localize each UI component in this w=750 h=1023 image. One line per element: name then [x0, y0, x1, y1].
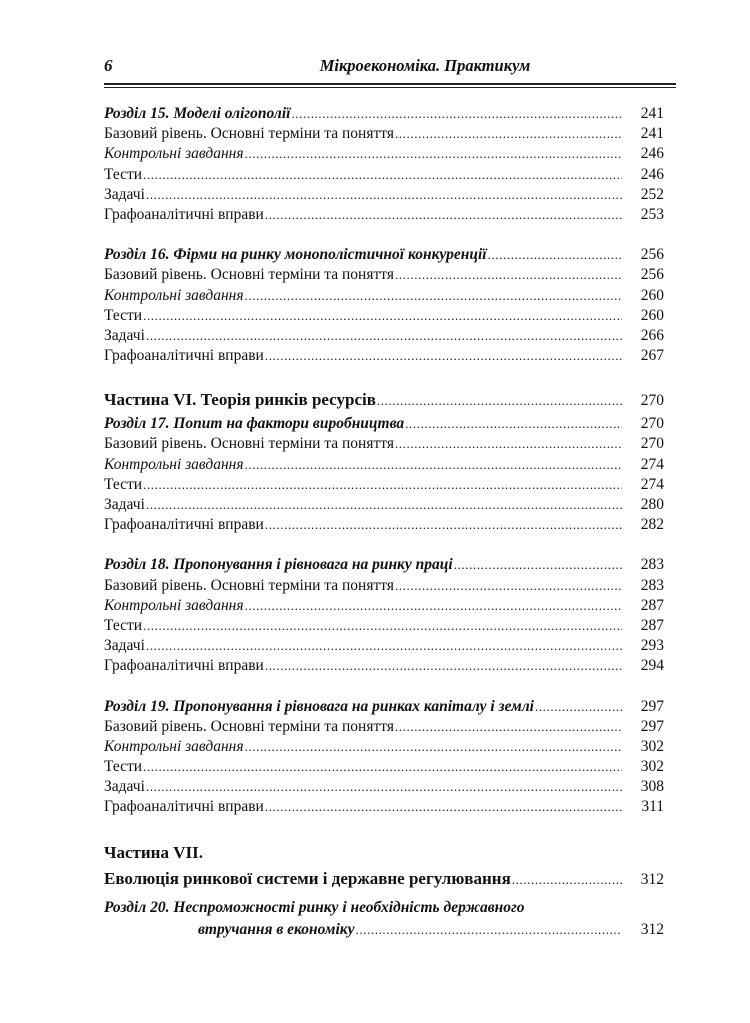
toc-leader [245, 737, 622, 757]
toc-section-17[interactable] [104, 414, 664, 434]
toc-page: 312 [640, 870, 664, 888]
toc-label: Графоаналітичні вправи [104, 798, 264, 816]
toc-page: 270 [640, 392, 664, 410]
toc-item[interactable] [104, 265, 664, 285]
header-rule-thin [104, 87, 676, 88]
toc-page: 297 [640, 717, 664, 735]
toc-leader [395, 434, 622, 454]
toc-item[interactable] [104, 495, 664, 515]
toc-item[interactable] [104, 205, 664, 225]
toc-item[interactable] [104, 165, 664, 185]
toc-item[interactable] [104, 757, 664, 777]
toc-section-16[interactable] [104, 245, 664, 265]
toc-page: 308 [640, 778, 664, 796]
toc-page: 252 [640, 185, 664, 203]
toc-label: Графоаналітичні вправи [104, 657, 264, 675]
toc-leader [143, 757, 622, 777]
toc-leader [405, 414, 622, 434]
toc-page: 256 [640, 246, 664, 264]
spacer [104, 535, 664, 555]
toc-label: Контрольні завдання [104, 596, 244, 614]
toc-label: Контрольні завдання [104, 737, 244, 755]
spacer [104, 366, 664, 386]
toc-page: 256 [640, 266, 664, 284]
toc-item[interactable] [104, 326, 664, 346]
toc-part-6[interactable] [104, 386, 664, 414]
toc-leader [146, 495, 622, 515]
toc-label: Тести [104, 165, 143, 183]
spacer [104, 818, 664, 842]
toc-leader [265, 205, 622, 225]
toc-page: 294 [640, 657, 664, 675]
toc-item[interactable] [104, 616, 664, 636]
toc-label: Базовий рівень. Основні терміни та поняття [104, 576, 394, 594]
toc-page: 246 [640, 145, 664, 163]
toc-leader [265, 346, 622, 366]
toc-part-7-heading: Частина VII. [104, 842, 203, 862]
toc-label: Задачі [104, 326, 145, 344]
toc-label: Базовий рівень. Основні терміни та поняття [104, 435, 394, 453]
toc-title: Розділ 16. Фірми на ринку монополістичної конкуренції [104, 246, 487, 264]
toc-label: Базовий рівень. Основні терміни та поняття [104, 266, 394, 284]
toc-section-20[interactable] [104, 918, 664, 942]
toc-leader [245, 596, 622, 616]
toc-leader [146, 326, 622, 346]
toc-page: 270 [640, 415, 664, 433]
toc-leader [146, 185, 622, 205]
toc-leader [245, 144, 622, 164]
toc-item[interactable] [104, 576, 664, 596]
table-of-contents [104, 104, 664, 942]
toc-leader [265, 515, 622, 535]
toc-leader [265, 797, 622, 817]
toc-part-7[interactable] [104, 864, 664, 894]
toc-page: 270 [640, 435, 664, 453]
toc-item[interactable] [104, 185, 664, 205]
toc-leader [395, 717, 622, 737]
toc-item[interactable] [104, 636, 664, 656]
toc-item[interactable] [104, 656, 664, 676]
toc-page: 302 [640, 758, 664, 776]
running-header [104, 48, 676, 78]
toc-item[interactable] [104, 306, 664, 326]
toc-leader [535, 697, 622, 717]
toc-label: Контрольні завдання [104, 145, 244, 163]
toc-page: 274 [640, 455, 664, 473]
toc-label: Базовий рівень. Основні терміни та поняття [104, 125, 394, 143]
toc-section-19[interactable] [104, 697, 664, 717]
toc-item[interactable] [104, 434, 664, 454]
toc-page: 241 [640, 105, 664, 122]
toc-section-20-heading: Розділ 20. Неспроможності ринку і необхідність державного [104, 898, 525, 916]
toc-leader [395, 124, 622, 144]
toc-title: Розділ 17. Попит на фактори виробництва [104, 415, 405, 433]
toc-label: Тести [104, 616, 143, 634]
toc-leader [143, 475, 622, 495]
toc-page: 287 [640, 616, 664, 634]
toc-page: 267 [640, 347, 664, 365]
toc-page: 312 [640, 920, 664, 938]
toc-label: Задачі [104, 185, 145, 203]
toc-page: 246 [640, 165, 664, 183]
toc-leader [146, 777, 622, 797]
toc-item[interactable] [104, 797, 664, 817]
toc-leader [143, 165, 622, 185]
header-rule-thick [104, 83, 676, 85]
toc-page: 260 [640, 286, 664, 304]
toc-leader [488, 245, 622, 265]
toc-item[interactable] [104, 737, 664, 757]
toc-item[interactable] [104, 717, 664, 737]
toc-item[interactable] [104, 515, 664, 535]
toc-page: 283 [640, 556, 664, 574]
toc-item[interactable] [104, 596, 664, 616]
toc-page: 311 [641, 798, 664, 816]
page-number: 6 [104, 56, 113, 75]
toc-item[interactable] [104, 777, 664, 797]
toc-leader [291, 104, 622, 124]
toc-label: Графоаналітичні вправи [104, 347, 264, 365]
toc-leader [512, 865, 622, 895]
toc-title: Частина VI. Теорія ринків ресурсів [104, 390, 376, 410]
toc-leader [395, 576, 622, 596]
toc-leader [355, 918, 622, 942]
toc-page: 297 [640, 697, 664, 715]
toc-label: Графоаналітичні вправи [104, 205, 264, 223]
toc-item[interactable] [104, 124, 664, 144]
toc-label: Контрольні завдання [104, 455, 244, 473]
toc-page: 287 [640, 596, 664, 614]
toc-leader [377, 387, 622, 415]
spacer [104, 225, 664, 245]
toc-page: 302 [640, 737, 664, 755]
spacer [104, 677, 664, 697]
toc-leader [245, 455, 622, 475]
toc-page: 241 [640, 125, 664, 143]
toc-leader [395, 265, 622, 285]
toc-label: Задачі [104, 778, 145, 796]
toc-label: Задачі [104, 496, 145, 513]
toc-section-15[interactable] [104, 104, 664, 124]
toc-section-18[interactable] [104, 555, 664, 575]
toc-leader [143, 306, 622, 326]
toc-label: Контрольні завдання [104, 286, 244, 304]
running-title: Мікроекономіка. Практикум [319, 56, 531, 75]
toc-label: Задачі [104, 637, 145, 655]
toc-title: Еволюція ринкової системи і державне регулювання [104, 868, 511, 888]
toc-leader [245, 286, 622, 306]
toc-item[interactable] [104, 475, 664, 495]
toc-leader [454, 555, 622, 575]
toc-leader [146, 636, 622, 656]
toc-item[interactable] [104, 455, 664, 475]
toc-label: Базовий рівень. Основні терміни та поняття [104, 717, 394, 735]
toc-label: Тести [104, 475, 143, 493]
toc-title: Розділ 15. Моделі олігополії [104, 105, 291, 122]
toc-page: 283 [640, 576, 664, 594]
toc-page: 260 [640, 306, 664, 324]
toc-item[interactable] [104, 346, 664, 366]
toc-page: 282 [640, 516, 664, 534]
toc-leader [265, 656, 622, 676]
toc-title: втручання в економіку [198, 920, 355, 938]
toc-page: 293 [640, 637, 664, 655]
toc-page: 274 [640, 475, 664, 493]
toc-label: Тести [104, 306, 143, 324]
toc-label: Графоаналітичні вправи [104, 516, 264, 534]
toc-title: Розділ 18. Пропонування і рівновага на ринку праці [104, 556, 453, 574]
toc-title: Розділ 19. Пропонування і рівновага на ринках капіталу і землі [104, 697, 534, 715]
toc-item[interactable] [104, 286, 664, 306]
toc-page: 266 [640, 326, 664, 344]
toc-item[interactable] [104, 144, 664, 164]
toc-label: Тести [104, 758, 143, 776]
toc-page: 253 [640, 205, 664, 223]
toc-leader [143, 616, 622, 636]
toc-page: 280 [640, 496, 664, 513]
